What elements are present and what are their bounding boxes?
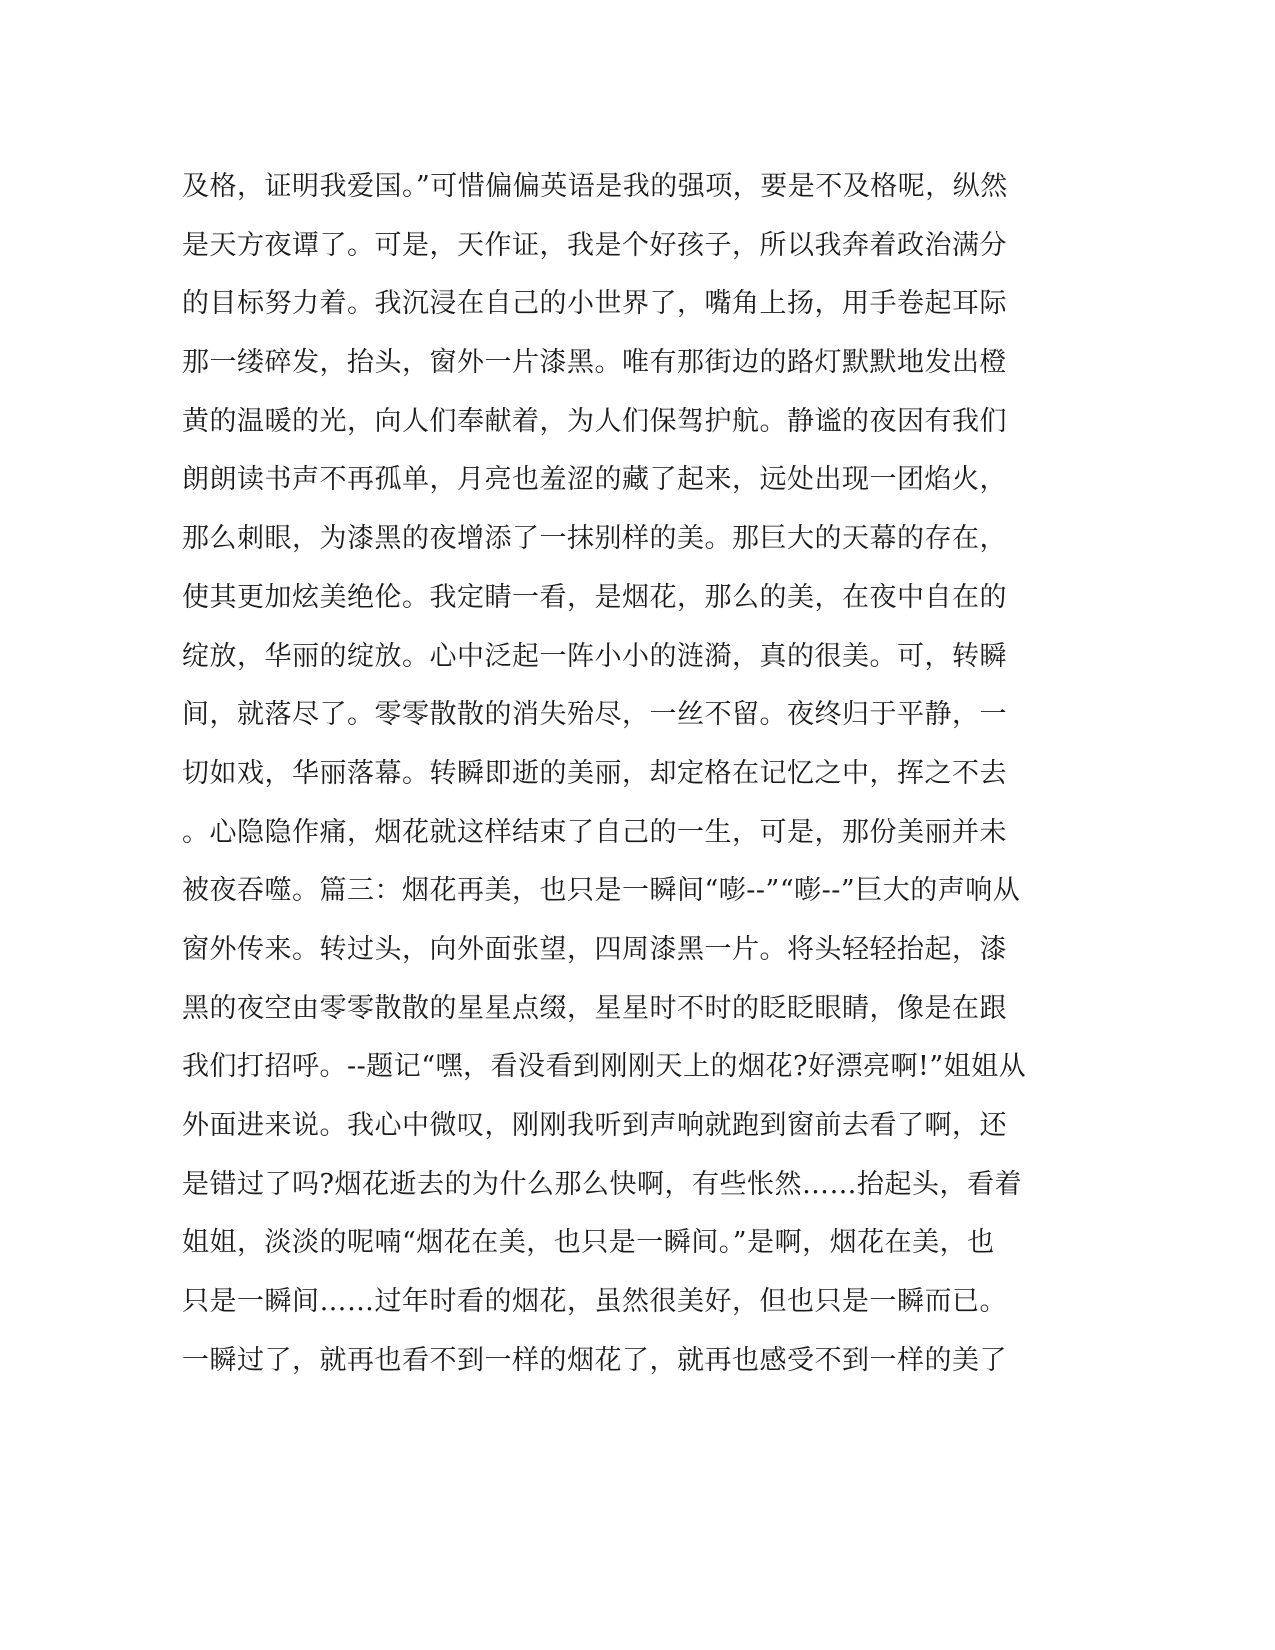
text-line: 的目标努力着。我沉浸在自己的小世界了，嘴角上扬，用手卷起耳际 bbox=[182, 288, 1007, 320]
body-text bbox=[182, 158, 1042, 1390]
text-line: 黄的温暖的光，向人们奉献着，为人们保驾护航。静谧的夜因有我们 bbox=[182, 405, 1007, 437]
text-line: 是天方夜谭了。可是，天作证，我是个好孩子，所以我奔着政治满分 bbox=[182, 229, 1007, 261]
text-line: 朗朗读书声不再孤单，月亮也羞涩的藏了起来，远处出现一团焰火， bbox=[182, 464, 1007, 496]
text-line: 外面进来说。我心中微叹，刚刚我听到声响就跑到窗前去看了啊，还 bbox=[182, 1110, 1007, 1141]
text-line: 一瞬过了，就再也看不到一样的烟花了，就再也感受不到一样的美了 bbox=[182, 1344, 1007, 1376]
text-line: 及格，证明我爱国。”可惜偏偏英语是我的强项，要是不及格呢，纵然 bbox=[182, 171, 1008, 202]
text-line: 绽放，华丽的绽放。心中泛起一阵小小的涟漪，真的很美。可，转瞬 bbox=[182, 640, 1007, 672]
text-line: 间，就落尽了。零零散散的消失殆尽，一丝不留。夜终归于平静，一 bbox=[182, 699, 1007, 731]
text-line: 姐姐，淡淡的呢喃“烟花在美，也只是一瞬间。”是啊，烟花在美，也 bbox=[182, 1227, 995, 1259]
text-line: 只是一瞬间……过年时看的烟花，虽然很美好，但也只是一瞬而已。 bbox=[182, 1286, 1007, 1318]
text-line: 我们打招呼。--题记“嘿，看没看到刚刚天上的烟花?好漂亮啊!”姐姐从 bbox=[182, 1051, 1027, 1083]
text-line: 切如戏，华丽落幕。转瞬即逝的美丽，却定格在记忆之中，挥之不去 bbox=[182, 757, 1007, 789]
text-line: 是错过了吗?烟花逝去的为什么那么快啊，有些怅然……抬起头，看着 bbox=[182, 1168, 1022, 1200]
text-line: 窗外传来。转过头，向外面张望，四周漆黑一片。将头轻轻抬起，漆 bbox=[182, 933, 1007, 965]
text-line: 被夜吞噬。篇三：烟花再美，也只是一瞬间“嘭--”“嘭--”巨大的声响从 bbox=[182, 875, 1021, 907]
text-line: 使其更加炫美绝伦。我定睛一看，是烟花，那么的美，在夜中自在的 bbox=[182, 581, 1007, 613]
text-line: 黑的夜空由零零散散的星星点缀，星星时不时的眨眨眼睛，像是在跟 bbox=[182, 992, 1007, 1024]
text-line: 。心隐隐作痛，烟花就这样结束了自己的一生，可是，那份美丽并未 bbox=[182, 816, 1007, 848]
text-line: 那么刺眼，为漆黑的夜增添了一抹别样的美。那巨大的天幕的存在， bbox=[182, 523, 1007, 555]
text-line: 那一缕碎发，抬头，窗外一片漆黑。唯有那街边的路灯默默地发出橙 bbox=[182, 347, 1007, 379]
